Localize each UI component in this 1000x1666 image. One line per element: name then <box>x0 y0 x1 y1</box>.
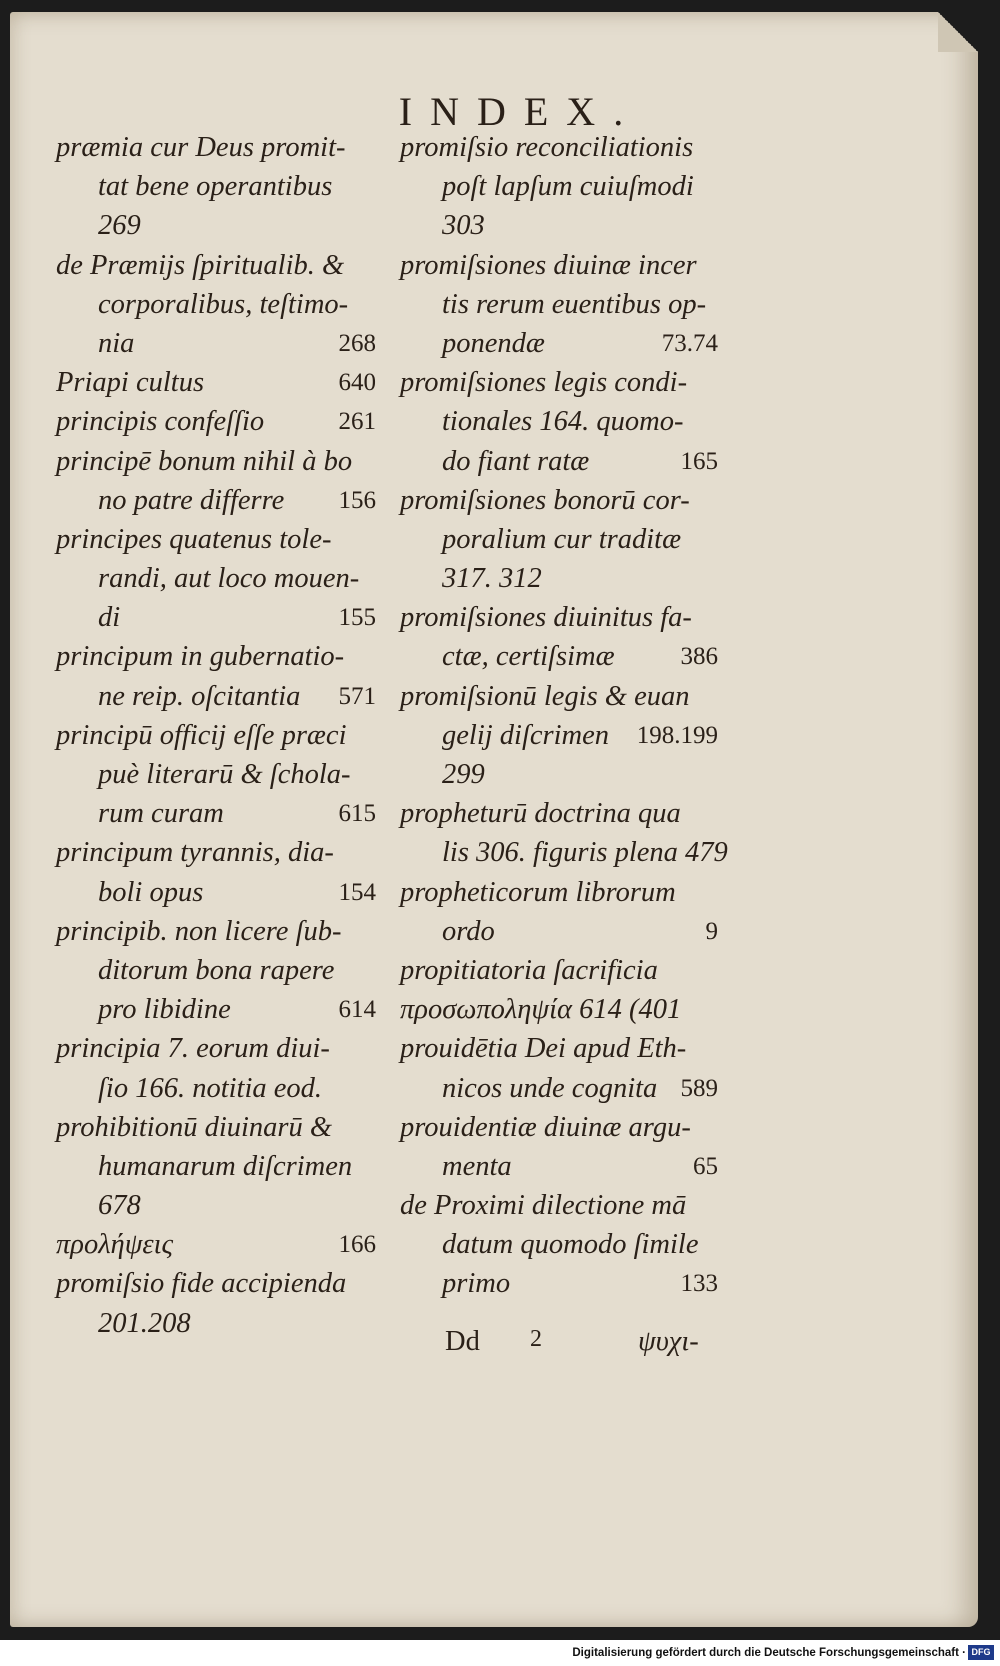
index-entry <box>56 324 376 363</box>
index-entry-text: boli opus <box>98 876 204 908</box>
index-entry-text: principis confeſſio <box>56 406 265 438</box>
index-entry-text: principum in gubernatio- <box>56 641 345 673</box>
index-entry <box>400 285 718 324</box>
index-entry-text: de Proximi dilectione mā <box>400 1190 687 1222</box>
index-entry-text: promiſsiones bonorū cor- <box>400 484 690 516</box>
index-entry <box>400 206 718 245</box>
index-entry-text: propheticorum librorum <box>400 876 676 908</box>
index-entry <box>56 951 376 990</box>
index-entry-text: 303 <box>442 210 485 242</box>
index-entry-text: prohibitionū diuinarū & <box>56 1111 333 1143</box>
index-entry-text: principes quatenus tole- <box>56 523 332 555</box>
index-entry-page-number: 9 <box>705 917 718 945</box>
index-entry <box>56 559 376 598</box>
index-column-left <box>56 128 376 1343</box>
index-entry <box>56 206 376 245</box>
index-entry-text: principib. non licere ſub- <box>56 915 342 947</box>
index-entry <box>56 246 376 285</box>
index-entry <box>56 520 376 559</box>
index-entry <box>400 402 718 441</box>
index-entry-text: ſio 166. notitia eod. <box>98 1072 323 1104</box>
index-entry <box>56 402 376 441</box>
index-entry-text: poſt lapſum cuiuſmodi <box>442 171 694 203</box>
index-entry-page-number: 154 <box>338 878 376 906</box>
index-entry <box>400 442 718 481</box>
index-entry <box>400 1186 718 1225</box>
index-entry-text: ordo <box>442 915 495 947</box>
index-entry-text: tat bene operantibus <box>98 171 333 203</box>
index-entry-text: præmia cur Deus promit- <box>56 132 346 163</box>
index-entry <box>56 481 376 520</box>
index-entry-text: promiſsionū legis & euan <box>400 680 690 712</box>
index-entry <box>400 363 718 402</box>
index-entry-text: datum quomodo ſimile <box>442 1229 699 1261</box>
index-entry <box>56 716 376 755</box>
index-entry-page-number: 261 <box>338 408 376 436</box>
index-entry-page-number: 165 <box>680 447 718 475</box>
index-entry <box>56 1147 376 1186</box>
index-entry <box>56 912 376 951</box>
index-entry-text: nia <box>98 327 135 359</box>
index-entry-text: pro libidine <box>98 994 231 1026</box>
index-entry-text: ctæ, certiſsimæ <box>442 641 615 673</box>
index-entry <box>56 167 376 206</box>
index-entry-text: προλήψεις <box>56 1229 174 1261</box>
index-entry <box>400 990 718 1029</box>
index-entry <box>56 1186 376 1225</box>
index-entry <box>400 559 718 598</box>
index-entry <box>400 755 718 794</box>
index-entry <box>56 128 376 167</box>
index-entry-text: nicos unde cognita <box>442 1072 658 1104</box>
index-entry-text: promiſsio reconciliationis <box>400 132 694 163</box>
index-entry-text: 201.208 <box>98 1307 191 1339</box>
index-entry-text: principū officij eſſe præci <box>56 719 347 751</box>
index-entry <box>400 167 718 206</box>
index-entry <box>400 1147 718 1186</box>
index-entry <box>56 1069 376 1108</box>
index-entry-page-number: 133 <box>680 1270 718 1298</box>
dfg-logo: DFG <box>968 1645 994 1660</box>
index-entry-text: poralium cur traditæ <box>442 523 682 555</box>
index-entry <box>400 716 718 755</box>
page-title: INDEX. <box>398 89 642 134</box>
index-entry <box>56 1029 376 1068</box>
index-entry-text: 269 <box>98 210 141 242</box>
index-entry <box>56 1264 376 1303</box>
index-entry <box>400 1264 718 1303</box>
index-entry <box>56 755 376 794</box>
index-entry-text: principē bonum nihil à bo <box>56 445 353 477</box>
index-entry <box>56 637 376 676</box>
index-entry-text: propheturū doctrina qua <box>400 798 681 830</box>
index-entry <box>56 442 376 481</box>
index-entry-text: principia 7. eorum diui- <box>56 1033 330 1065</box>
index-entry-text: 317. 312 <box>442 563 542 595</box>
index-entry <box>56 873 376 912</box>
index-entry-page-number: 155 <box>338 604 376 632</box>
index-entry <box>400 598 718 637</box>
footer-credit: Digitalisierung gefördert durch die Deutsche Forschungsgemeinschaft · <box>572 1647 966 1659</box>
index-entry <box>56 1108 376 1147</box>
index-entry <box>56 833 376 872</box>
index-entry-text: principum tyrannis, dia- <box>56 837 334 869</box>
index-entry-page-number: 386 <box>680 643 718 671</box>
index-entry-text: ponendæ <box>442 327 545 359</box>
index-column-right <box>400 128 728 1304</box>
signature-mark: Dd <box>445 1326 480 1357</box>
index-entry <box>400 637 718 676</box>
index-entry-text: puè literarū & ſchola- <box>98 759 351 790</box>
index-entry <box>56 677 376 716</box>
index-entry-text: ne reip. oſcitantia <box>98 680 301 712</box>
index-entry-text: rum curam <box>98 798 224 830</box>
index-entry-text: promiſsiones diuinæ incer <box>400 249 697 281</box>
index-entry-text: propitiatoria ſacrificia <box>400 954 658 986</box>
index-entry-text: do fiant ratæ <box>442 445 590 477</box>
index-entry-text: promiſsio fide accipienda <box>56 1268 347 1300</box>
index-entry-page-number: 614 <box>338 996 376 1024</box>
index-entry <box>400 324 718 363</box>
index-entry <box>400 1108 718 1147</box>
index-entry-text: humanarum diſcrimen <box>98 1150 353 1182</box>
index-entry-text: 299 <box>442 759 485 790</box>
page-corner-fold <box>938 12 978 52</box>
index-entry <box>400 246 718 285</box>
index-entry-page-number: 73.74 <box>661 329 718 357</box>
index-entry-text: promiſsiones legis condi- <box>400 367 688 399</box>
index-entry <box>56 363 376 402</box>
signature-number: 2 <box>530 1326 542 1352</box>
index-entry <box>56 1225 376 1264</box>
index-entry <box>400 677 718 716</box>
index-entry-text: Priapi cultus <box>56 367 205 399</box>
index-entry-text: 678 <box>98 1190 141 1222</box>
index-entry <box>400 833 728 872</box>
index-entry <box>400 128 718 167</box>
index-entry-text: no patre differre <box>98 484 285 516</box>
index-entry <box>400 912 718 951</box>
index-entry <box>400 794 718 833</box>
index-entry-text: gelij diſcrimen <box>442 719 610 751</box>
index-entry <box>400 520 718 559</box>
index-entry-text: primo <box>442 1268 511 1300</box>
index-entry-page-number: 268 <box>338 329 376 357</box>
index-entry-page-number: 615 <box>338 800 376 828</box>
index-entry <box>400 951 718 990</box>
index-entry <box>400 1225 718 1264</box>
index-entry <box>56 285 376 324</box>
index-entry-text: ditorum bona rapere <box>98 954 335 986</box>
index-entry-text: tionales 164. quomo- <box>442 406 684 438</box>
index-entry <box>56 598 376 637</box>
index-entry-text: προσωποληψία 614 (401 <box>400 994 682 1026</box>
index-entry-page-number: 589 <box>680 1074 718 1102</box>
index-entry-text: menta <box>442 1150 512 1182</box>
index-entry-page-number: 571 <box>338 682 376 710</box>
index-entry-text: di <box>98 602 121 634</box>
index-entry-page-number: 65 <box>693 1152 718 1180</box>
index-entry <box>400 1069 718 1108</box>
index-entry-text: prouidentiæ diuinæ argu- <box>400 1111 691 1143</box>
index-entry-text: randi, aut loco mouen- <box>98 563 360 595</box>
index-entry-page-number: 198.199 <box>636 721 718 749</box>
index-entry <box>400 1029 718 1068</box>
catchword: ψυχι- <box>638 1326 699 1357</box>
index-entry <box>56 1304 376 1343</box>
index-entry-text: de Præmijs ſpiritualib. & <box>56 249 345 281</box>
index-entry-text: promiſsiones diuinitus fa- <box>400 602 692 634</box>
index-entry-text: prouidētia Dei apud Eth- <box>400 1033 687 1065</box>
index-entry-text: corporalibus, teſtimo- <box>98 288 349 320</box>
index-entry-page-number: 640 <box>338 369 376 397</box>
index-entry <box>400 481 718 520</box>
index-entry-text: tis rerum euentibus op- <box>442 288 707 320</box>
index-entry-page-number: 166 <box>338 1231 376 1259</box>
index-entry <box>400 873 718 912</box>
index-entry <box>56 794 376 833</box>
index-entry-page-number: 156 <box>338 486 376 514</box>
index-entry <box>56 990 376 1029</box>
index-entry-text: lis 306. figuris plena 479 <box>442 837 728 869</box>
